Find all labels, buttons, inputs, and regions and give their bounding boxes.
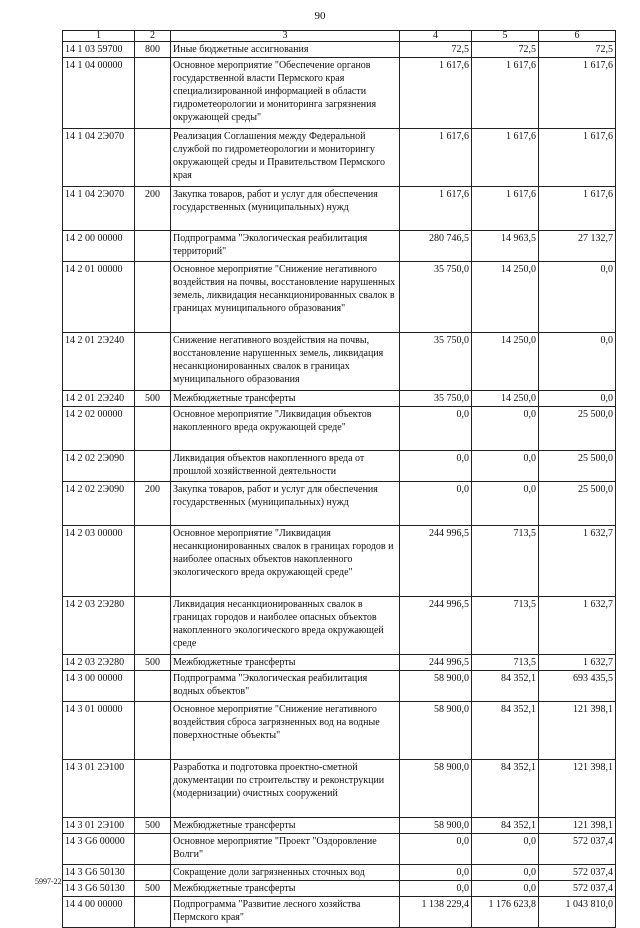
row-value-4: 58 900,0: [400, 702, 472, 760]
table-row: [63, 451, 616, 482]
row-value-6: 121 398,1: [539, 702, 616, 760]
row-name: Ликвидация несанкционированных свалок в границах городов и наиболее опасных объектов накопленного экологического вреда окружающей среде: [171, 597, 400, 655]
row-value-4: 244 996,5: [400, 597, 472, 655]
row-value-5: 0,0: [472, 834, 539, 865]
table-row: [63, 865, 616, 881]
row-name: Межбюджетные трансферты: [171, 881, 400, 897]
row-value-5: 0,0: [472, 451, 539, 482]
row-name: Сокращение доли загрязненных сточных вод: [171, 865, 400, 881]
table-row: [63, 333, 616, 391]
row-name: Основное мероприятие "Проект "Оздоровление Волги": [171, 834, 400, 865]
row-value-4: 1 617,6: [400, 129, 472, 187]
row-code: 14 2 01 00000: [63, 262, 135, 333]
row-code: 14 2 03 2Э280: [63, 655, 135, 671]
row-value-6: 0,0: [539, 391, 616, 407]
row-code: 14 3 G6 50130: [63, 865, 135, 881]
table-row: [63, 187, 616, 231]
row-value-4: 244 996,5: [400, 526, 472, 597]
row-value-6: 693 435,5: [539, 671, 616, 702]
budget-table: [62, 30, 616, 928]
row-expense-type: [135, 451, 171, 482]
row-value-4: 0,0: [400, 407, 472, 451]
row-value-6: 25 500,0: [539, 482, 616, 526]
row-name: Межбюджетные трансферты: [171, 391, 400, 407]
row-name: Ликвидация объектов накопленного вреда от прошлой хозяйственной деятельности: [171, 451, 400, 482]
header-col-2: 2: [135, 31, 171, 42]
header-col-1: 1: [63, 31, 135, 42]
row-code: 14 2 02 2Э090: [63, 451, 135, 482]
table-row: [63, 262, 616, 333]
row-value-5: 72,5: [472, 42, 539, 58]
row-name: Межбюджетные трансферты: [171, 655, 400, 671]
row-value-5: 14 250,0: [472, 391, 539, 407]
table-row: [63, 881, 616, 897]
header-col-6: 6: [539, 31, 616, 42]
row-value-6: 1 632,7: [539, 655, 616, 671]
row-expense-type: 200: [135, 187, 171, 231]
row-code: 14 2 02 00000: [63, 407, 135, 451]
row-name: Основное мероприятие "Ликвидация объектов накопленного вреда окружающей среде": [171, 407, 400, 451]
table-body: [63, 42, 616, 928]
table-header-row: [63, 31, 616, 42]
row-name: Основное мероприятие "Снижение негативного воздействия на почвы, восстановление нарушенных земель, ликвидация несанкционированных свалок в границах муниципального образования": [171, 262, 400, 333]
row-value-6: 25 500,0: [539, 451, 616, 482]
row-expense-type: [135, 865, 171, 881]
row-value-6: 0,0: [539, 333, 616, 391]
row-value-6: 572 037,4: [539, 865, 616, 881]
table-row: [63, 818, 616, 834]
row-expense-type: [135, 897, 171, 928]
row-code: 14 2 02 2Э090: [63, 482, 135, 526]
table-row: [63, 526, 616, 597]
row-value-6: 1 043 810,0: [539, 897, 616, 928]
row-code: 14 1 04 00000: [63, 58, 135, 129]
row-value-4: 0,0: [400, 865, 472, 881]
row-expense-type: [135, 526, 171, 597]
header-col-4: 4: [400, 31, 472, 42]
row-value-4: 280 746,5: [400, 231, 472, 262]
table-row: [63, 671, 616, 702]
row-name: Основное мероприятие "Снижение негативного воздействия сброса загрязненных вод на водные поверхностные объекты": [171, 702, 400, 760]
row-value-5: 14 250,0: [472, 262, 539, 333]
row-value-5: 0,0: [472, 881, 539, 897]
row-value-6: 27 132,7: [539, 231, 616, 262]
table-row: [63, 391, 616, 407]
row-expense-type: 500: [135, 391, 171, 407]
row-value-4: 35 750,0: [400, 262, 472, 333]
table-row: [63, 482, 616, 526]
row-code: 14 3 01 00000: [63, 702, 135, 760]
table-row: [63, 407, 616, 451]
document-code: 5997-22: [35, 877, 62, 886]
row-name: Закупка товаров, работ и услуг для обеспечения государственных (муниципальных) нужд: [171, 187, 400, 231]
row-code: 14 3 00 00000: [63, 671, 135, 702]
row-value-4: 1 617,6: [400, 58, 472, 129]
row-value-4: 0,0: [400, 482, 472, 526]
row-value-4: 35 750,0: [400, 391, 472, 407]
row-value-5: 1 176 623,8: [472, 897, 539, 928]
row-name: Разработка и подготовка проектно-сметной документации по строительству и реконструкции (модернизации) очистных сооружений: [171, 760, 400, 818]
row-expense-type: [135, 597, 171, 655]
row-expense-type: [135, 231, 171, 262]
row-value-5: 84 352,1: [472, 671, 539, 702]
header-col-3: 3: [171, 31, 400, 42]
row-value-6: 1 617,6: [539, 58, 616, 129]
row-code: 14 3 01 2Э100: [63, 818, 135, 834]
row-code: 14 2 01 2Э240: [63, 391, 135, 407]
row-expense-type: 500: [135, 655, 171, 671]
row-code: 14 2 01 2Э240: [63, 333, 135, 391]
table-row: [63, 58, 616, 129]
row-code: 14 3 G6 00000: [63, 834, 135, 865]
row-value-4: 72,5: [400, 42, 472, 58]
table-row: [63, 129, 616, 187]
row-name: Подпрограмма "Развитие лесного хозяйства Пермского края": [171, 897, 400, 928]
table-row: [63, 597, 616, 655]
row-expense-type: [135, 834, 171, 865]
table-row: [63, 760, 616, 818]
row-value-6: 1 632,7: [539, 526, 616, 597]
row-expense-type: [135, 129, 171, 187]
page-number: 90: [314, 10, 326, 22]
table-row: [63, 655, 616, 671]
row-expense-type: [135, 671, 171, 702]
row-value-5: 713,5: [472, 526, 539, 597]
row-value-5: 0,0: [472, 407, 539, 451]
row-value-4: 1 617,6: [400, 187, 472, 231]
row-value-6: 121 398,1: [539, 818, 616, 834]
row-expense-type: [135, 58, 171, 129]
row-code: 14 2 00 00000: [63, 231, 135, 262]
row-value-5: 1 617,6: [472, 129, 539, 187]
row-expense-type: 200: [135, 482, 171, 526]
row-value-5: 84 352,1: [472, 702, 539, 760]
row-code: 14 1 04 2Э070: [63, 129, 135, 187]
row-expense-type: [135, 760, 171, 818]
row-value-6: 1 617,6: [539, 187, 616, 231]
row-value-4: 0,0: [400, 834, 472, 865]
row-code: 14 4 00 00000: [63, 897, 135, 928]
row-value-5: 713,5: [472, 655, 539, 671]
row-name: Основное мероприятие "Обеспечение органов государственной власти Пермского края специализированной информацией в области гидрометеорологии и мониторинга загрязнения окружающей среды": [171, 58, 400, 129]
row-name: Подпрограмма "Экологическая реабилитация территорий": [171, 231, 400, 262]
row-value-5: 0,0: [472, 482, 539, 526]
row-value-6: 0,0: [539, 262, 616, 333]
row-value-5: 14 250,0: [472, 333, 539, 391]
header-col-5: 5: [472, 31, 539, 42]
row-value-4: 58 900,0: [400, 760, 472, 818]
row-value-6: 25 500,0: [539, 407, 616, 451]
row-value-4: 1 138 229,4: [400, 897, 472, 928]
row-code: 14 2 03 2Э280: [63, 597, 135, 655]
row-expense-type: [135, 333, 171, 391]
row-name: Подпрограмма "Экологическая реабилитация водных объектов": [171, 671, 400, 702]
row-value-6: 121 398,1: [539, 760, 616, 818]
row-value-5: 84 352,1: [472, 818, 539, 834]
row-expense-type: [135, 407, 171, 451]
row-code: 14 1 04 2Э070: [63, 187, 135, 231]
row-expense-type: 500: [135, 881, 171, 897]
row-name: Иные бюджетные ассигнования: [171, 42, 400, 58]
row-name: Снижение негативного воздействия на почвы, восстановление нарушенных земель, ликвидация несанкционированных свалок в границах муниципального образования: [171, 333, 400, 391]
row-name: Основное мероприятие "Ликвидация несанкционированных свалок в границах городов и наиболее опасных объектов накопленного экологического вреда окружающей среде": [171, 526, 400, 597]
row-code: 14 1 03 59700: [63, 42, 135, 58]
row-code: 14 3 G6 50130: [63, 881, 135, 897]
row-code: 14 3 01 2Э100: [63, 760, 135, 818]
row-value-4: 0,0: [400, 881, 472, 897]
row-value-4: 58 900,0: [400, 818, 472, 834]
row-value-5: 713,5: [472, 597, 539, 655]
row-expense-type: 800: [135, 42, 171, 58]
row-value-4: 58 900,0: [400, 671, 472, 702]
row-value-6: 572 037,4: [539, 881, 616, 897]
row-expense-type: [135, 702, 171, 760]
table-row: [63, 702, 616, 760]
row-value-6: 1 617,6: [539, 129, 616, 187]
row-value-5: 1 617,6: [472, 187, 539, 231]
row-value-5: 84 352,1: [472, 760, 539, 818]
row-value-6: 1 632,7: [539, 597, 616, 655]
table-row: [63, 897, 616, 928]
table-row: [63, 231, 616, 262]
row-expense-type: [135, 262, 171, 333]
row-name: Реализация Соглашения между Федеральной службой по гидрометеорологии и мониторингу окружающей среды и Правительством Пермского края: [171, 129, 400, 187]
table-row: [63, 834, 616, 865]
row-code: 14 2 03 00000: [63, 526, 135, 597]
table-row: [63, 42, 616, 58]
row-value-6: 72,5: [539, 42, 616, 58]
row-name: Закупка товаров, работ и услуг для обеспечения государственных (муниципальных) нужд: [171, 482, 400, 526]
row-value-5: 14 963,5: [472, 231, 539, 262]
row-value-5: 1 617,6: [472, 58, 539, 129]
row-value-5: 0,0: [472, 865, 539, 881]
row-value-6: 572 037,4: [539, 834, 616, 865]
row-value-4: 244 996,5: [400, 655, 472, 671]
row-value-4: 0,0: [400, 451, 472, 482]
row-expense-type: 500: [135, 818, 171, 834]
row-name: Межбюджетные трансферты: [171, 818, 400, 834]
row-value-4: 35 750,0: [400, 333, 472, 391]
